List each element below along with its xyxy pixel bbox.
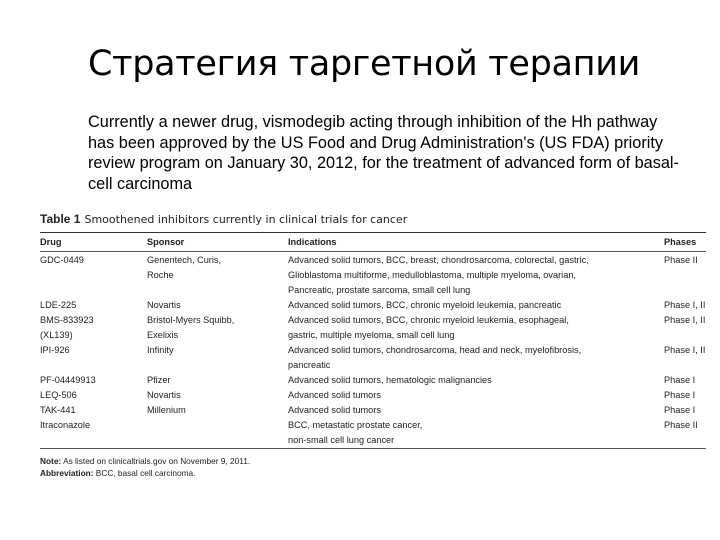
drug-table: [40, 232, 706, 449]
drug-cell: [40, 388, 147, 403]
table-row: [40, 253, 706, 298]
cell-line: Phase I, II: [664, 345, 706, 355]
cell-line: Novartis: [147, 300, 181, 310]
table-caption: [40, 212, 407, 226]
note-label: Note:: [40, 456, 62, 466]
cell-line: Phase II: [664, 255, 698, 265]
cell-line: Phase I: [664, 405, 696, 415]
cell-line: Glioblastoma multiforme, medulloblastoma, multiple myeloma, ovarian,: [288, 270, 576, 280]
cell-line: Exelixis: [147, 330, 179, 340]
cell-line: BMS-833923: [40, 315, 94, 325]
phase-cell: [664, 418, 706, 448]
indications-cell: [288, 403, 664, 418]
table-row: [40, 298, 706, 313]
slide-title: Стратегия таргетной терапии: [88, 44, 641, 84]
cell-line: Genentech, Curis,: [147, 255, 222, 265]
table-abbreviation: [40, 468, 195, 478]
table-row: [40, 418, 706, 448]
cell-line: Advanced solid tumors: [288, 390, 381, 400]
indications-cell: [288, 373, 664, 388]
phase-cell: [664, 403, 706, 418]
header-phases: Phases: [664, 237, 697, 247]
cell-line: Advanced solid tumors: [288, 405, 381, 415]
note-text: As listed on clinicaltrials.gov on November 9, 2011.: [63, 456, 251, 466]
drug-cell: [40, 373, 147, 388]
sponsor-cell: [147, 418, 288, 448]
cell-line: Millenium: [147, 405, 186, 415]
sponsor-cell: [147, 253, 288, 298]
sponsor-cell: [147, 373, 288, 388]
cell-line: Bristol-Myers Squibb,: [147, 315, 235, 325]
drug-cell: [40, 253, 147, 298]
header-sponsor: Sponsor: [147, 237, 185, 247]
cell-line: Advanced solid tumors, chondrosarcoma, head and neck, myelofibrosis,: [288, 345, 582, 355]
cell-line: Roche: [147, 270, 174, 280]
phase-cell: [664, 388, 706, 403]
table-caption-text: Smoothened inhibitors currently in clinical trials for cancer: [84, 213, 408, 226]
table-row: [40, 388, 706, 403]
table-header: [40, 233, 706, 252]
sponsor-cell: [147, 343, 288, 373]
header-drug: Drug: [40, 237, 62, 247]
abbreviation-text: BCC, basal cell carcinoma.: [95, 468, 196, 478]
phase-cell: [664, 373, 706, 388]
table-note: [40, 456, 250, 466]
cell-line: Phase I, II: [664, 300, 706, 310]
table-body: [40, 253, 706, 448]
cell-line: Phase I: [664, 375, 696, 385]
phase-cell: [664, 343, 706, 373]
cell-line: Novartis: [147, 390, 181, 400]
table-row: [40, 313, 706, 343]
cell-line: LEQ-506: [40, 390, 77, 400]
cell-line: gastric, multiple myeloma, small cell lung: [288, 330, 455, 340]
sponsor-cell: [147, 388, 288, 403]
cell-line: Advanced solid tumors, BCC, chronic myeloid leukemia, pancreatic: [288, 300, 562, 310]
intro-paragraph: Currently a newer drug, vismodegib acting through inhibition of the Hh pathway has been approved by the US Food and Drug Administration's (US FDA) priority review program on January 30, 2012, for the treatment of advanced form of basal-cell carcinoma: [88, 113, 679, 193]
indications-cell: [288, 313, 664, 343]
drug-cell: [40, 403, 147, 418]
abbreviation-label: Abbreviation:: [40, 468, 94, 478]
sponsor-cell: [147, 298, 288, 313]
cell-line: LDE-225: [40, 300, 77, 310]
cell-line: Infinity: [147, 345, 174, 355]
indications-cell: [288, 418, 664, 448]
cell-line: pancreatic: [288, 360, 331, 370]
header-indications: Indications: [288, 237, 337, 247]
table-row: [40, 343, 706, 373]
table-label: Table 1: [40, 212, 81, 226]
table-row: [40, 373, 706, 388]
cell-line: Advanced solid tumors, BCC, breast, chondrosarcoma, colorectal, gastric,: [288, 255, 589, 265]
cell-line: Phase I, II: [664, 315, 706, 325]
cell-line: Itraconazole: [40, 420, 91, 430]
drug-cell: [40, 298, 147, 313]
cell-line: PF-04449913: [40, 375, 96, 385]
phase-cell: [664, 298, 706, 313]
phase-cell: [664, 313, 706, 343]
cell-line: Phase II: [664, 420, 698, 430]
drug-cell: [40, 343, 147, 373]
cell-line: Advanced solid tumors, hematologic malignancies: [288, 375, 492, 385]
drug-cell: [40, 313, 147, 343]
cell-line: TAK-441: [40, 405, 76, 415]
cell-line: BCC, metastatic prostate cancer,: [288, 420, 423, 430]
indications-cell: [288, 298, 664, 313]
table-row: [40, 403, 706, 418]
drug-cell: [40, 418, 147, 448]
cell-line: GDC-0449: [40, 255, 84, 265]
indications-cell: [288, 253, 664, 298]
sponsor-cell: [147, 313, 288, 343]
sponsor-cell: [147, 403, 288, 418]
phase-cell: [664, 253, 706, 298]
cell-line: IPI-926: [40, 345, 70, 355]
cell-line: Advanced solid tumors, BCC, chronic myeloid leukemia, esophageal,: [288, 315, 569, 325]
indications-cell: [288, 343, 664, 373]
cell-line: Pfizer: [147, 375, 171, 385]
cell-line: (XL139): [40, 330, 73, 340]
indications-cell: [288, 388, 664, 403]
cell-line: non-small cell lung cancer: [288, 435, 395, 445]
cell-line: Pancreatic, prostate sarcoma, small cell lung: [288, 285, 471, 295]
cell-line: Phase I: [664, 390, 696, 400]
